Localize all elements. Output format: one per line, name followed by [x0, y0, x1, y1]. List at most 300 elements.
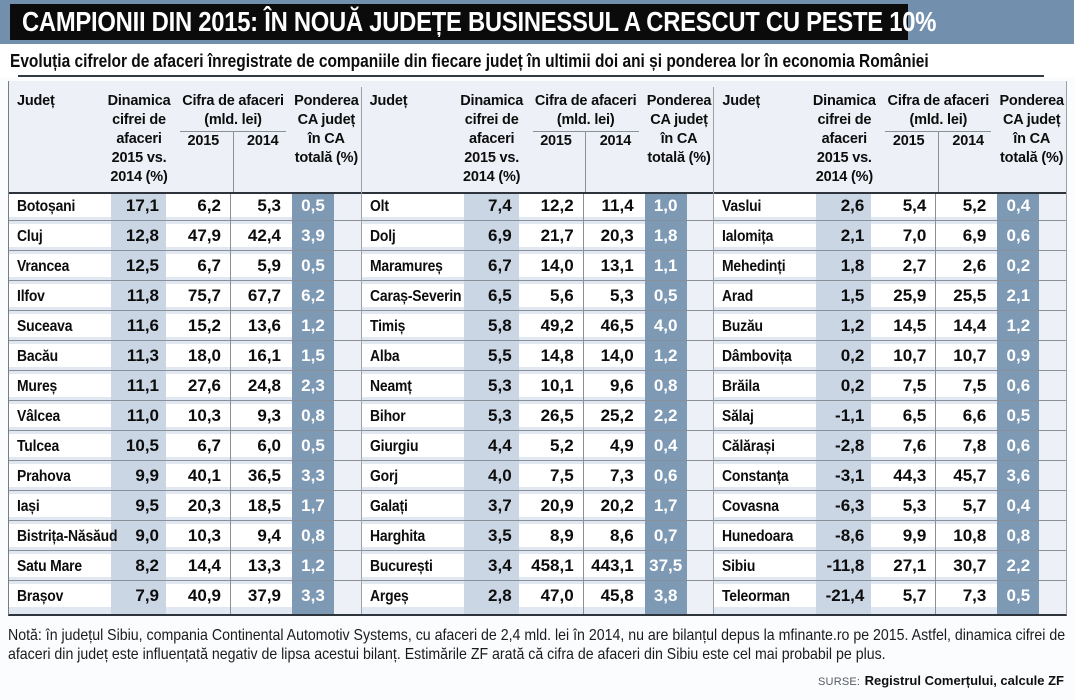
cell-cifra-2015: 49,2: [519, 314, 584, 344]
cell-cifra-2015: 10,3: [166, 524, 231, 554]
cell-cifra-2015: 40,1: [166, 464, 231, 494]
trail: [1039, 404, 1066, 434]
cell-cifra-2014: 20,3: [584, 224, 640, 254]
table-row: [9, 224, 361, 254]
cell-county-name: Sălaj: [714, 404, 816, 434]
cell-pondere: 0,4: [997, 494, 1039, 524]
cell-county-name: Brăila: [714, 374, 816, 404]
page-title: CAMPIONII DIN 2015: ÎN NOUĂ JUDEȚE BUSINESSUL A CRESCUT CU PESTE 10%: [22, 6, 937, 37]
cell-cifra-2014: 42,4: [231, 224, 287, 254]
table-row: [362, 464, 714, 494]
col-header-judet: Județ: [369, 93, 408, 109]
table-row: [362, 314, 714, 344]
cell-cifra-2014: 24,8: [231, 374, 287, 404]
source-value: Registrul Comerțului, calcule ZF: [864, 673, 1064, 688]
trail: [1039, 494, 1066, 524]
cell-pondere: 1,1: [645, 254, 687, 284]
cell-cifra-2015: 25,9: [871, 284, 936, 314]
col-header-cifra: Cifra de afaceri (mld. lei) 2015 2014: [527, 92, 645, 192]
cell-dinamica: 1,5: [816, 284, 871, 314]
cell-cifra-2015: 7,0: [871, 224, 936, 254]
cell-dinamica: 4,4: [464, 434, 519, 464]
cell-cifra-2015: 20,9: [519, 494, 584, 524]
table-row: [362, 224, 714, 254]
trail: [334, 404, 361, 434]
cell-cifra-2015: 10,1: [519, 374, 584, 404]
trail: [1039, 554, 1066, 584]
cell-pondere: 1,7: [645, 494, 687, 524]
cell-dinamica: 11,6: [111, 314, 166, 344]
cell-dinamica: -21,4: [816, 584, 871, 614]
cell-pondere: 2,1: [997, 284, 1039, 314]
trail: [334, 224, 361, 254]
col-header-2015: 2015: [527, 132, 587, 192]
cell-dinamica: 9,5: [111, 494, 166, 524]
trail: [687, 494, 714, 524]
county-tables: [8, 81, 1067, 616]
table-row: [9, 284, 361, 314]
cell-cifra-2015: 47,9: [166, 224, 231, 254]
table-row: [714, 464, 1066, 494]
cell-cifra-2014: 13,3: [231, 554, 287, 584]
cell-county-name: Arad: [714, 284, 816, 314]
cell-county-name: Caraș-Severin: [362, 284, 464, 314]
table-row: [9, 524, 361, 554]
cell-cifra-2015: 14,4: [166, 554, 231, 584]
cell-dinamica: 7,9: [111, 584, 166, 614]
cell-pondere: 3,3: [292, 464, 334, 494]
cell-pondere: 1,2: [997, 314, 1039, 344]
cell-cifra-2014: 5,3: [584, 284, 640, 314]
trail: [1039, 224, 1066, 254]
table-row: [714, 494, 1066, 524]
cell-pondere: 0,5: [292, 254, 334, 284]
trail: [687, 194, 714, 224]
table-row: [9, 194, 361, 224]
cell-pondere: 0,5: [997, 404, 1039, 434]
cell-cifra-2015: 6,7: [166, 434, 231, 464]
cell-county-name: Mehedinți: [714, 254, 816, 284]
trail: [687, 374, 714, 404]
footnote: [8, 626, 1074, 664]
table-row: [9, 314, 361, 344]
cell-pondere: 0,6: [997, 434, 1039, 464]
cell-cifra-2014: 45,7: [936, 464, 992, 494]
trail: [334, 524, 361, 554]
cell-cifra-2015: 14,0: [519, 254, 584, 284]
cell-cifra-2015: 27,1: [871, 554, 936, 584]
table-row: [9, 494, 361, 524]
cell-county-name: Vrancea: [9, 254, 111, 284]
cell-dinamica: 7,4: [464, 194, 519, 224]
cell-cifra-2015: 18,0: [166, 344, 231, 374]
cell-pondere: 1,0: [645, 194, 687, 224]
trail: [687, 554, 714, 584]
title-box: [10, 4, 937, 40]
col-header-2015: 2015: [879, 132, 939, 192]
cell-county-name: Covasna: [714, 494, 816, 524]
cell-pondere: 0,8: [645, 374, 687, 404]
table-row: [9, 344, 361, 374]
cell-cifra-2015: 9,9: [871, 524, 936, 554]
table-row: [362, 284, 714, 314]
trail: [1039, 464, 1066, 494]
cell-cifra-2014: 16,1: [231, 344, 287, 374]
cell-cifra-2014: 443,1: [584, 554, 640, 584]
cell-dinamica: -8,6: [816, 524, 871, 554]
col-header-judet: Județ: [17, 93, 55, 109]
cell-dinamica: 3,4: [464, 554, 519, 584]
cell-dinamica: 9,9: [111, 464, 166, 494]
col-header-cifra: Cifra de afaceri (mld. lei) 2015 2014: [174, 92, 292, 192]
col-header-2014: 2014: [247, 133, 279, 149]
table-row: [714, 314, 1066, 344]
col-header-dinamica: Dinamica cifrei de afaceri 2015 vs. 2014 (%): [812, 93, 876, 185]
cell-pondere: 2,2: [997, 554, 1039, 584]
cell-county-name: Bihor: [362, 404, 464, 434]
trail: [334, 554, 361, 584]
trail: [1039, 254, 1066, 284]
cell-cifra-2014: 18,5: [231, 494, 287, 524]
trail: [1039, 344, 1066, 374]
trail: [1039, 284, 1066, 314]
table-row: [714, 284, 1066, 314]
table-section-3: [714, 87, 1066, 614]
cell-cifra-2015: 27,6: [166, 374, 231, 404]
cell-dinamica: 0,2: [816, 344, 871, 374]
cell-pondere: 3,9: [292, 224, 334, 254]
table-section-2: [362, 87, 715, 614]
table-row: [362, 404, 714, 434]
table-row: [714, 524, 1066, 554]
cell-county-name: Mureș: [9, 374, 111, 404]
cell-pondere: 0,9: [997, 344, 1039, 374]
cell-county-name: București: [362, 554, 464, 584]
trail: [334, 584, 361, 614]
cell-cifra-2015: 10,7: [871, 344, 936, 374]
trail: [687, 584, 714, 614]
table-body: [362, 194, 714, 614]
cell-cifra-2015: 6,5: [871, 404, 936, 434]
footnote-text: Notă: în județul Sibiu, compania Continental Automotiv Systems, cu afaceri de 2,4 mld. lei în 2014, nu are bilanțul depus la mfinante.ro pe 2015. Astfel, dinamica cifrei de afaceri din județ este influențată negativ de lipsa acestui bilanț. Estimările ZF arată că cifra de afaceri din Sibiu este cel mai probabil pe plus.: [8, 627, 1066, 663]
cell-pondere: 1,5: [292, 344, 334, 374]
cell-dinamica: 11,1: [111, 374, 166, 404]
table-body: [714, 194, 1066, 614]
cell-pondere: 0,8: [292, 524, 334, 554]
cell-cifra-2015: 5,3: [871, 494, 936, 524]
cell-dinamica: -2,8: [816, 434, 871, 464]
trail: [1039, 314, 1066, 344]
cell-dinamica: 11,3: [111, 344, 166, 374]
cell-dinamica: 6,5: [464, 284, 519, 314]
trail: [1039, 524, 1066, 554]
cell-pondere: 3,8: [645, 584, 687, 614]
cell-pondere: 0,6: [997, 224, 1039, 254]
trail: [334, 434, 361, 464]
cell-county-name: Constanța: [714, 464, 816, 494]
cell-pondere: 1,7: [292, 494, 334, 524]
cell-dinamica: 11,8: [111, 284, 166, 314]
trail: [687, 254, 714, 284]
table-row: [9, 554, 361, 584]
table-row: [362, 344, 714, 374]
trail: [334, 344, 361, 374]
trail: [1039, 434, 1066, 464]
cell-pondere: 0,2: [997, 254, 1039, 284]
cell-county-name: Vâlcea: [9, 404, 111, 434]
col-header-judet: Județ: [722, 93, 761, 109]
trail: [334, 494, 361, 524]
trail: [687, 314, 714, 344]
cell-cifra-2014: 20,2: [584, 494, 640, 524]
cell-county-name: Buzău: [714, 314, 816, 344]
col-header-ponderea: Ponderea CA județ în CA totală (%): [294, 93, 359, 166]
cell-cifra-2014: 7,5: [936, 374, 992, 404]
table-row: [714, 374, 1066, 404]
cell-cifra-2015: 12,2: [519, 194, 584, 224]
cell-cifra-2015: 8,9: [519, 524, 584, 554]
table-row: [9, 374, 361, 404]
cell-cifra-2014: 5,7: [936, 494, 992, 524]
cell-county-name: Ialomița: [714, 224, 816, 254]
subtitle-text: Evoluția cifrelor de afaceri înregistrate de companiile din fiecare județ în ultimii doi ani și ponderea lor în economia României: [10, 51, 929, 71]
cell-dinamica: 9,0: [111, 524, 166, 554]
cell-pondere: 0,4: [645, 434, 687, 464]
col-header-2014: 2014: [952, 133, 984, 149]
cell-cifra-2015: 20,3: [166, 494, 231, 524]
cell-dinamica: 1,8: [816, 254, 871, 284]
cell-cifra-2014: 9,4: [231, 524, 287, 554]
cell-dinamica: 5,8: [464, 314, 519, 344]
cell-cifra-2015: 5,2: [519, 434, 584, 464]
cell-cifra-2014: 14,4: [936, 314, 992, 344]
cell-dinamica: 10,5: [111, 434, 166, 464]
cell-cifra-2015: 10,3: [166, 404, 231, 434]
cell-cifra-2014: 5,3: [231, 194, 287, 224]
col-header-ponderea: Ponderea CA județ în CA totală (%): [646, 93, 712, 166]
cell-county-name: Vaslui: [714, 194, 816, 224]
cell-cifra-2014: 10,8: [936, 524, 992, 554]
cell-county-name: Dâmbovița: [714, 344, 816, 374]
cell-cifra-2015: 15,2: [166, 314, 231, 344]
cell-dinamica: 12,5: [111, 254, 166, 284]
table-row: [362, 434, 714, 464]
table-row: [9, 404, 361, 434]
cell-cifra-2015: 458,1: [519, 554, 584, 584]
cell-cifra-2014: 11,4: [584, 194, 640, 224]
cell-dinamica: 8,2: [111, 554, 166, 584]
trail: [687, 434, 714, 464]
cell-dinamica: 12,8: [111, 224, 166, 254]
cell-dinamica: 5,5: [464, 344, 519, 374]
trail: [687, 344, 714, 374]
cell-pondere: 0,4: [997, 194, 1039, 224]
cell-pondere: 2,2: [645, 404, 687, 434]
table-row: [714, 554, 1066, 584]
table-row: [714, 194, 1066, 224]
cell-cifra-2015: 6,2: [166, 194, 231, 224]
cell-pondere: 1,8: [645, 224, 687, 254]
cell-pondere: 1,2: [645, 344, 687, 374]
cell-dinamica: -3,1: [816, 464, 871, 494]
source-label: SURSE:: [818, 676, 861, 688]
col-header-2014: 2014: [599, 133, 632, 149]
cell-cifra-2015: 14,8: [519, 344, 584, 374]
cell-cifra-2015: 6,7: [166, 254, 231, 284]
cell-county-name: Sibiu: [714, 554, 816, 584]
cell-county-name: Neamț: [362, 374, 464, 404]
table-row: [362, 374, 714, 404]
cell-cifra-2015: 75,7: [166, 284, 231, 314]
cell-cifra-2014: 13,6: [231, 314, 287, 344]
cell-cifra-2015: 5,4: [871, 194, 936, 224]
cell-cifra-2015: 14,5: [871, 314, 936, 344]
table-row: [362, 584, 714, 614]
cell-dinamica: 1,2: [816, 314, 871, 344]
cell-cifra-2014: 8,6: [584, 524, 640, 554]
cell-county-name: Tulcea: [9, 434, 111, 464]
cell-county-name: Hunedoara: [714, 524, 816, 554]
cell-county-name: Argeș: [362, 584, 464, 614]
cell-cifra-2014: 36,5: [231, 464, 287, 494]
cell-cifra-2014: 4,9: [584, 434, 640, 464]
cell-dinamica: -11,8: [816, 554, 871, 584]
col-header-2015: 2015: [174, 132, 234, 192]
table-body: [9, 194, 361, 614]
title-bar: [0, 0, 1074, 44]
cell-cifra-2015: 44,3: [871, 464, 936, 494]
cell-cifra-2014: 67,7: [231, 284, 287, 314]
cell-cifra-2014: 7,3: [936, 584, 992, 614]
cell-pondere: 6,2: [292, 284, 334, 314]
table-header: [714, 87, 1066, 194]
cell-cifra-2015: 7,6: [871, 434, 936, 464]
trail: [687, 404, 714, 434]
cell-dinamica: 2,6: [816, 194, 871, 224]
table-row: [714, 584, 1066, 614]
cell-cifra-2014: 46,5: [584, 314, 640, 344]
table-row: [362, 194, 714, 224]
table-row: [362, 494, 714, 524]
cell-county-name: Călărași: [714, 434, 816, 464]
cell-county-name: Brașov: [9, 584, 111, 614]
col-header-dinamica: Dinamica cifrei de afaceri 2015 vs. 2014 (%): [107, 93, 171, 185]
cell-county-name: Giurgiu: [362, 434, 464, 464]
source-line: [0, 672, 1064, 690]
cell-cifra-2014: 5,2: [936, 194, 992, 224]
cell-pondere: 0,6: [997, 374, 1039, 404]
cell-dinamica: 5,3: [464, 374, 519, 404]
cell-dinamica: 2,1: [816, 224, 871, 254]
cell-dinamica: 17,1: [111, 194, 166, 224]
table-row: [9, 464, 361, 494]
cell-pondere: 4,0: [645, 314, 687, 344]
trail: [687, 284, 714, 314]
table-section-1: [9, 87, 362, 614]
col-header-dinamica: Dinamica cifrei de afaceri 2015 vs. 2014 (%): [460, 93, 524, 185]
cell-cifra-2015: 47,0: [519, 584, 584, 614]
col-header-cifra: Cifra de afaceri (mld. lei) 2015 2014: [879, 92, 997, 192]
cell-cifra-2014: 9,3: [231, 404, 287, 434]
cell-dinamica: 11,0: [111, 404, 166, 434]
cell-cifra-2014: 6,9: [936, 224, 992, 254]
table-row: [9, 584, 361, 614]
table-row: [714, 224, 1066, 254]
cell-county-name: Timiș: [362, 314, 464, 344]
table-row: [362, 554, 714, 584]
trail: [334, 254, 361, 284]
cell-dinamica: 6,9: [464, 224, 519, 254]
cell-pondere: 2,3: [292, 374, 334, 404]
cell-pondere: 0,5: [292, 194, 334, 224]
trail: [1039, 194, 1066, 224]
cell-cifra-2014: 30,7: [936, 554, 992, 584]
cell-pondere: 3,3: [292, 584, 334, 614]
table-row: [9, 434, 361, 464]
trail: [334, 284, 361, 314]
cell-county-name: Cluj: [9, 224, 111, 254]
cell-dinamica: -6,3: [816, 494, 871, 524]
table-header: [362, 87, 714, 194]
cell-cifra-2015: 5,7: [871, 584, 936, 614]
cell-cifra-2014: 7,8: [936, 434, 992, 464]
subtitle-underline: [18, 75, 1044, 77]
cell-cifra-2015: 7,5: [871, 374, 936, 404]
trail: [334, 374, 361, 404]
trail: [687, 464, 714, 494]
cell-county-name: Bacău: [9, 344, 111, 374]
cell-cifra-2014: 2,6: [936, 254, 992, 284]
cell-pondere: 0,5: [292, 434, 334, 464]
cell-county-name: Botoșani: [9, 194, 111, 224]
cell-county-name: Ilfov: [9, 284, 111, 314]
cell-county-name: Teleorman: [714, 584, 816, 614]
cell-cifra-2015: 21,7: [519, 224, 584, 254]
cell-dinamica: 5,3: [464, 404, 519, 434]
cell-dinamica: 4,0: [464, 464, 519, 494]
cell-cifra-2014: 10,7: [936, 344, 992, 374]
cell-dinamica: 2,8: [464, 584, 519, 614]
table-row: [714, 404, 1066, 434]
cell-cifra-2014: 13,1: [584, 254, 640, 284]
cell-dinamica: 6,7: [464, 254, 519, 284]
cell-pondere: 0,8: [997, 524, 1039, 554]
table-row: [714, 344, 1066, 374]
subtitle-bar: [0, 44, 1074, 77]
cell-pondere: 0,5: [997, 584, 1039, 614]
cell-pondere: 1,2: [292, 554, 334, 584]
cell-dinamica: 0,2: [816, 374, 871, 404]
cell-cifra-2014: 45,8: [584, 584, 640, 614]
trail: [687, 524, 714, 554]
table-header: [9, 87, 361, 194]
cell-pondere: 3,6: [997, 464, 1039, 494]
cell-county-name: Galați: [362, 494, 464, 524]
trail: [1039, 374, 1066, 404]
cell-county-name: Dolj: [362, 224, 464, 254]
cell-cifra-2015: 5,6: [519, 284, 584, 314]
cell-pondere: 0,5: [645, 284, 687, 314]
cell-county-name: Satu Mare: [9, 554, 111, 584]
cell-county-name: Harghita: [362, 524, 464, 554]
cell-county-name: Suceava: [9, 314, 111, 344]
cell-cifra-2014: 25,2: [584, 404, 640, 434]
cell-cifra-2014: 5,9: [231, 254, 287, 284]
cell-cifra-2014: 6,0: [231, 434, 287, 464]
cell-pondere: 1,2: [292, 314, 334, 344]
table-row: [9, 254, 361, 284]
cell-county-name: Alba: [362, 344, 464, 374]
